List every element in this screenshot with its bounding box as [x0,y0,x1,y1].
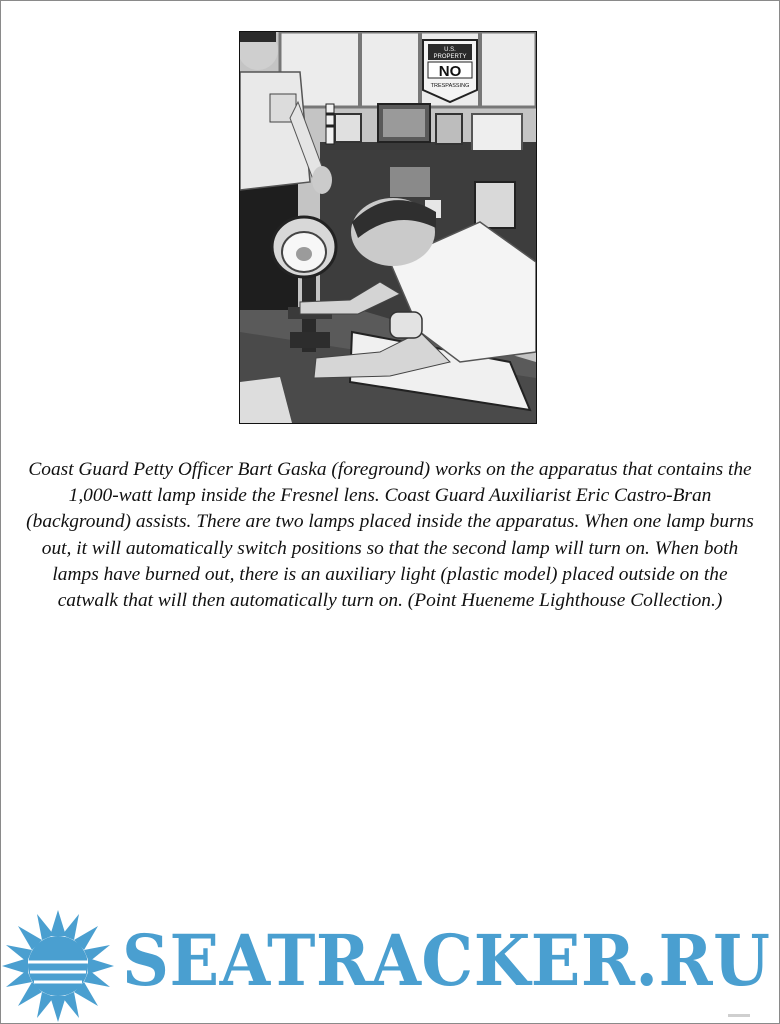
sign-line-2: PROPERTY [433,54,467,60]
sign-line-1: U.S. [444,47,456,53]
sign-line-3: NO [438,63,462,80]
no-trespassing-sign [423,40,477,102]
sun-icon [2,910,114,1022]
sign-line-4: TRESPASSING [430,83,470,89]
watermark-text: SEATRACKER.RU [122,919,771,1002]
photograph [239,31,537,424]
scan-mark [728,1014,750,1017]
photo-caption: Coast Guard Petty Officer Bart Gaska (foreground) works on the apparatus that contains the 1,000-watt lamp inside the Fresnel lens. Coast Guard Auxiliarist Eric Castro-Bran (background) assists. There are two lamps placed inside the apparatus. When one lamp burns out, it will automatically switch positions so that the second lamp will turn on. When both lamps have burned out, there is an auxiliary light (plastic model) placed outside on the catwalk that will then automatically turn on. (Point Hueneme Lighthouse Collection.) [26,459,754,612]
